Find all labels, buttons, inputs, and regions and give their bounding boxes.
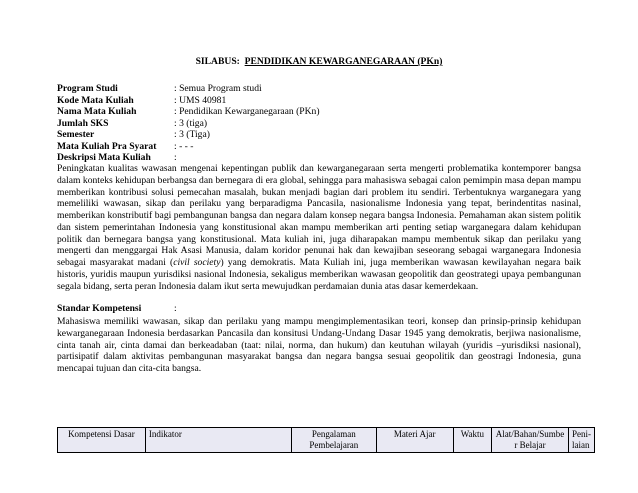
header-pengalaman [292,428,377,453]
meta-key: Semester [57,129,95,140]
title-prefix: SILABUS: [195,56,240,67]
meta-row [57,141,320,153]
document-title [0,56,638,67]
standar-label: Standar Kompetensi [57,303,142,314]
meta-key: Mata Kuliah Pra Syarat [57,140,157,152]
meta-row [57,152,320,164]
header-pengalaman-line2: Pembelajaran [309,440,359,450]
header-materi-ajar: Materi Ajar [376,428,453,453]
header-pengalaman-line1: Pengalaman [311,429,356,439]
meta-value: : Semua Program studi [174,83,262,94]
course-meta [57,83,320,164]
meta-key: Kode Mata Kuliah [57,94,134,106]
meta-value: : UMS 40981 [174,94,227,106]
header-indikator: Indikator [145,428,291,453]
header-penilaian [569,428,595,453]
meta-value: : [174,152,177,163]
standar-colon: : [174,303,177,314]
meta-value: : Pendidikan Kewarganegaraan (PKn) [174,106,320,117]
header-penilaian-line1: Peni- [572,429,591,439]
header-waktu: Waktu [453,428,491,453]
header-alat-line1: Alat/Bahan/Sumbe [495,429,565,439]
meta-key: Deskripsi Mata Kuliah [57,152,151,163]
course-description [57,163,581,292]
meta-value: : 3 (Tiga) [174,129,210,140]
header-penilaian-line2: laian [572,440,590,450]
meta-key: Program Studi [57,83,118,94]
meta-row [57,83,320,95]
header-kompetensi-dasar: Kompetensi Dasar [58,428,146,453]
description-text: Peningkatan kualitas wawasan mengenai kepentingan publik dan kewarganegaraan serta mengerti problematika kontemporer bangsa dalam konteks kehidupan berbangsa dan bernegara di era global, sehingga para mahasiswa sebagai calon pemimpin masa depan mampu memberikan kontribusi solusi pemecahan masalah, bukan menjadi bagian dari problem itu sendiri. Terbentuknya warganegara yang memeliliki wawasan, sikap dan perilaku yang berparadigma Pancasila, nasionalisme Indonesia yang tepat, berindentitas nasinal, memberikan konstributif bagi pembangunan bangsa dan negara dalam konsep negara bangsa Indonesia. Pemahaman akan sistem politik dan sistem pemerintahan Indonesia yang konstitusional akan mampu memberikan arti penting setiap warganegara dalam kehidupan politik dan bernegara bangsa yang konstitusional. Mata kuliah ini, juga diharapakan mampu membentuk sikap dan perilaku yang mengerti dan menggargai Hak Asasi Manusia, dalam koridor penunai hak dan kewajiban seseorang sebagai warganegara Indonesia sebagai masyarakat madani ( [57,163,581,268]
syllabus-table [57,427,595,453]
header-alat-line2: r Belajar [514,440,546,450]
description-italic: civil society [173,257,221,268]
meta-row [57,106,320,118]
table-header-row [58,428,595,453]
description-text: ) yang demokratis. Mata Kuliah ini, juga memberikan wawasan kewilayahan negara baik historis, yuridis maupun yurisdiksi nasional Indonesia, sekaligus memberikan wawasan geopolitik dan geostrategi upaya pembangunan segala bidang, serta peran Indonesia dalam ikut serta mewujudkan perdamaian dunia atas dasar kemerdekaan. [57,257,582,292]
standar-kompetensi-heading [57,303,177,314]
meta-row [57,95,320,107]
title-text: PENDIDIKAN KEWARGANEGARAAN (PKn) [244,56,443,67]
meta-row [57,118,320,130]
meta-row [57,129,320,141]
meta-key: Nama Mata Kuliah [57,106,137,117]
meta-value: : 3 (tiga) [174,117,208,129]
header-alat-bahan [492,428,569,453]
standar-kompetensi-text: Mahasiswa memiliki wawasan, sikap dan perilaku yang mampu mengimplementasikan teori, konsep dan prinsip-prinsip kehidupan kewarganegaraan Indonesia berdasarkan Pancasila dan konsitusi Undang-Undang Dasar 1945 yang demokratis, berjiwa nasionalisme, cinta tanah air, cinta damai dan berkeadaban (taat: nilai, norma, dan hukum) dan keutuhan wilayah (yuridis –yurisdiksi nasional), partisipatif dalam aktivitas pembangunan masyarakat bangsa dan negara bangsa sesuai geopolitik dan geostragi Indonesia, guna mencapai tujuan dan cita-cita bangsa. [57,316,581,374]
meta-key: Jumlah SKS [57,117,109,129]
meta-value: : - - - [174,140,194,152]
